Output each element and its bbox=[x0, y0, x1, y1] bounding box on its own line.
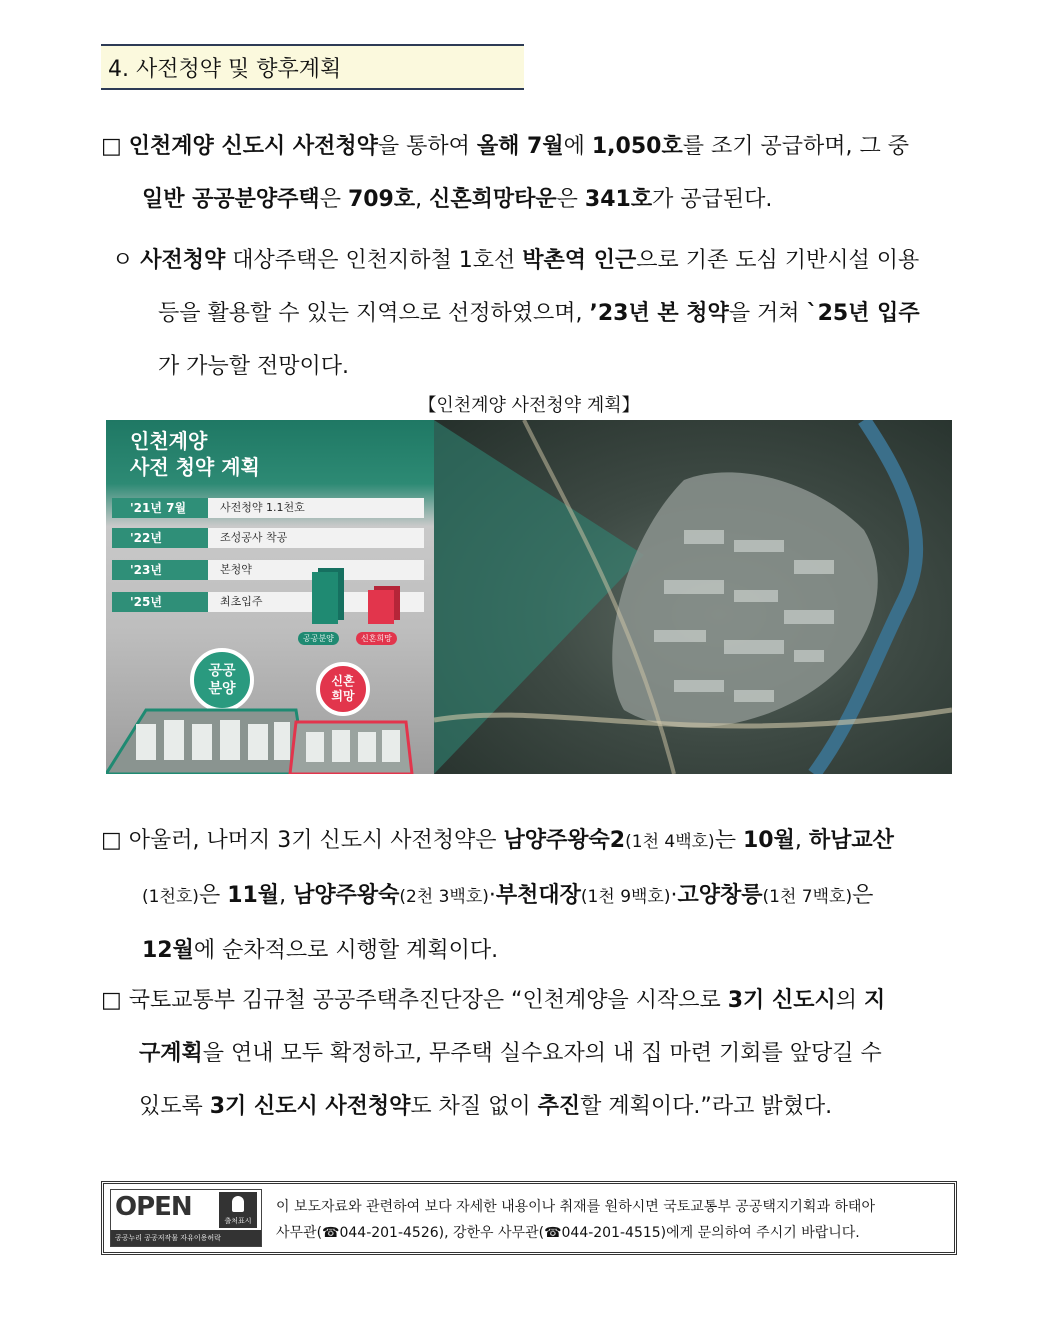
body-text: 아울러, 나머지 3기 신도시 사전청약은 bbox=[128, 828, 504, 853]
body-text: 은 bbox=[556, 187, 585, 212]
paragraph-4 bbox=[101, 974, 885, 1133]
body-text: (2천 3백호) bbox=[399, 887, 489, 907]
attribution-badge-label: 출처표시 bbox=[224, 1217, 252, 1225]
aerial-city-illustration bbox=[434, 420, 952, 774]
person-icon bbox=[232, 1196, 244, 1212]
para2-line3 bbox=[112, 340, 920, 393]
body-text: (1천 7백호) bbox=[762, 887, 853, 907]
body-text: 할 계획이다.”라고 밝혔다. bbox=[580, 1094, 833, 1119]
emphasized-text: 추진 bbox=[537, 1094, 581, 1119]
emphasized-text: 남양주왕숙2 bbox=[503, 828, 626, 853]
emphasized-text: 10월 bbox=[742, 828, 795, 853]
apartment-illustration bbox=[106, 690, 434, 774]
emphasized-text: 1,050호 bbox=[591, 134, 683, 159]
body-text: 는 bbox=[714, 828, 743, 853]
body-text: (1천 4백호) bbox=[625, 832, 715, 852]
newlywed-housing-bar bbox=[368, 590, 394, 624]
paragraph-3 bbox=[101, 814, 894, 977]
emphasized-text: 사전청약 bbox=[140, 248, 226, 273]
emphasized-text: 11월 bbox=[227, 883, 280, 908]
body-text: , bbox=[415, 187, 430, 212]
emphasized-text: 신혼희망타운 bbox=[429, 187, 557, 212]
emphasized-text: 일반 공공분양주택 bbox=[142, 187, 320, 212]
timeline-text: 최초입주 bbox=[208, 592, 424, 612]
emphasized-text: 12월 bbox=[142, 938, 194, 963]
body-text: 를 조기 공급하며, 그 중 bbox=[682, 134, 909, 159]
plan-infographic bbox=[106, 420, 434, 774]
timeline-year: '21년 7월 bbox=[112, 498, 208, 518]
paragraph-2 bbox=[112, 234, 920, 393]
emphasized-text: 지 bbox=[863, 988, 886, 1013]
body-text: · bbox=[488, 883, 496, 908]
contact-text bbox=[276, 1194, 875, 1246]
para3-line1 bbox=[101, 814, 894, 869]
emphasized-text: ’23년 본 청약 bbox=[589, 301, 729, 326]
emphasized-text: 하남교산 bbox=[808, 828, 894, 853]
body-text: 을 통하여 bbox=[377, 134, 477, 159]
infographic-title bbox=[130, 428, 260, 480]
emphasized-text: 올해 7월 bbox=[476, 134, 564, 159]
body-text: 있도록 bbox=[139, 1094, 210, 1119]
body-text: 을 연내 모두 확정하고, 무주택 실수요자의 내 집 마련 기회를 앞당길 수 bbox=[202, 1041, 882, 1066]
emphasized-text: 구계획 bbox=[139, 1041, 203, 1066]
logo-open-text: OPEN bbox=[115, 1192, 192, 1222]
emphasized-text: 709호 bbox=[347, 187, 416, 212]
timeline-text: 본청약 bbox=[208, 560, 424, 580]
para1-line2 bbox=[101, 173, 909, 226]
body-text: 도 차질 없이 bbox=[410, 1094, 538, 1119]
body-text: 가 가능할 전망이다. bbox=[158, 354, 349, 379]
attribution-badge bbox=[219, 1192, 257, 1228]
body-text: 은 bbox=[319, 187, 348, 212]
body-text: 을 거쳐 bbox=[728, 301, 807, 326]
timeline-year: '23년 bbox=[112, 560, 208, 580]
bullet: □ bbox=[101, 828, 122, 853]
body-text: (1천호) bbox=[142, 887, 199, 907]
legend-public: 공공분양 bbox=[298, 632, 339, 645]
bullet: □ bbox=[101, 134, 122, 159]
emphasized-text: 고양창릉 bbox=[677, 883, 763, 908]
timeline-year: '25년 bbox=[112, 592, 208, 612]
kogl-open-logo bbox=[110, 1189, 262, 1247]
timeline-text: 조성공사 착공 bbox=[208, 528, 424, 548]
infographic-title-line2: 사전 청약 계획 bbox=[130, 455, 260, 479]
para1-line1 bbox=[101, 120, 909, 173]
timeline-row bbox=[112, 498, 424, 518]
emphasized-text: 부천대장 bbox=[495, 883, 581, 908]
plan-figure bbox=[106, 420, 952, 774]
body-text: 에 순차적으로 시행할 계획이다. bbox=[193, 938, 499, 963]
contact-footer bbox=[101, 1181, 957, 1255]
aerial-rendering bbox=[434, 420, 952, 774]
contact-line2: 사무관(☎044-201-4526), 강한우 사무관(☎044-201-4515)에게 문의하여 주시기 바랍니다. bbox=[276, 1225, 860, 1241]
section-heading bbox=[101, 44, 524, 90]
emphasized-text: 인천계양 신도시 사전청약 bbox=[128, 134, 378, 159]
body-text: 은 bbox=[852, 883, 874, 908]
body-text: , bbox=[279, 883, 294, 908]
paragraph-1 bbox=[101, 120, 909, 226]
timeline-row bbox=[112, 528, 424, 548]
body-text: 은 bbox=[198, 883, 228, 908]
body-text: 으로 기존 도심 기반시설 이용 bbox=[636, 248, 920, 273]
para3-line3 bbox=[101, 924, 894, 977]
contact-line1: 이 보도자료와 관련하여 보다 자세한 내용이나 취재를 원하시면 국토교통부 공공택지기획과 하태아 bbox=[276, 1199, 875, 1215]
body-text: 가 공급된다. bbox=[652, 187, 773, 212]
emphasized-text: `25년 입주 bbox=[806, 301, 920, 326]
body-text: (1천 9백호) bbox=[580, 887, 671, 907]
bubble-public: 공공 분양 bbox=[190, 648, 254, 712]
timeline-text: 사전청약 1.1천호 bbox=[208, 498, 424, 518]
para2-line2 bbox=[112, 287, 920, 340]
bubble-newlywed: 신혼 희망 bbox=[316, 662, 370, 716]
figure-caption: 【인천계양 사전청약 계획】 bbox=[418, 395, 640, 416]
legend-newlywed: 신혼희망 bbox=[356, 632, 397, 645]
infographic-title-line1: 인천계양 bbox=[130, 429, 208, 453]
emphasized-text: 남양주왕숙 bbox=[293, 883, 400, 908]
body-text: 의 bbox=[835, 988, 864, 1013]
logo-subtitle: 공공누리 공공저작물 자유이용허락 bbox=[111, 1230, 261, 1246]
para4-line3 bbox=[101, 1080, 885, 1133]
body-text: 대상주택은 인천지하철 1호선 bbox=[225, 248, 523, 273]
timeline-year: '22년 bbox=[112, 528, 208, 548]
body-text: 국토교통부 김규철 공공주택추진단장은 “인천계양을 시작으로 bbox=[128, 988, 728, 1013]
emphasized-text: 3기 신도시 bbox=[727, 988, 836, 1013]
emphasized-text: 3기 신도시 사전청약 bbox=[209, 1094, 411, 1119]
emphasized-text: 박촌역 인근 bbox=[522, 248, 637, 273]
bullet: □ bbox=[101, 988, 122, 1013]
body-text: 등을 활용할 수 있는 지역으로 선정하였으며, bbox=[158, 301, 590, 326]
emphasized-text: 341호 bbox=[584, 187, 653, 212]
public-housing-bar bbox=[312, 572, 338, 624]
timeline-row bbox=[112, 560, 424, 580]
section-title: 4. 사전청약 및 향후계획 bbox=[108, 56, 342, 82]
para2-line1 bbox=[112, 234, 920, 287]
para3-line2 bbox=[101, 869, 894, 924]
para4-line1 bbox=[101, 974, 885, 1027]
bullet: ㅇ bbox=[112, 248, 134, 273]
body-text: 에 bbox=[563, 134, 592, 159]
body-text: · bbox=[670, 883, 678, 908]
para4-line2 bbox=[101, 1027, 885, 1080]
body-text: , bbox=[794, 828, 809, 853]
